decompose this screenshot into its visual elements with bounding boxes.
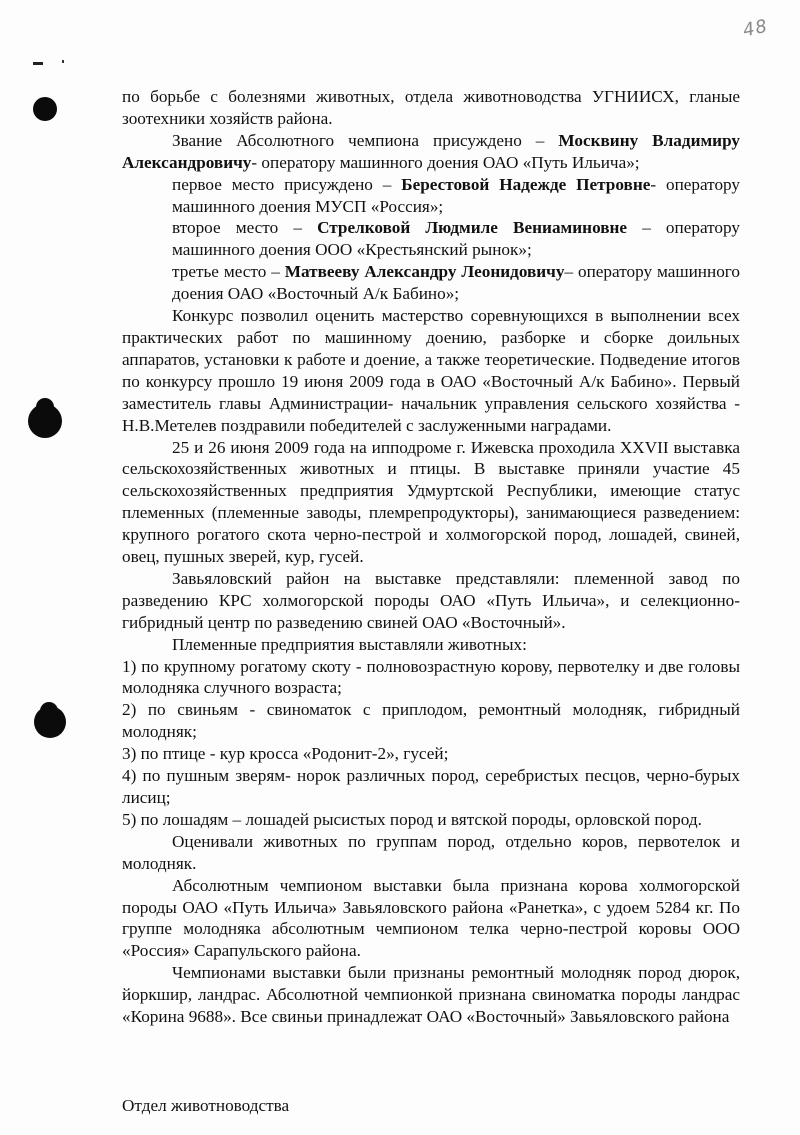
winner-name: Матвееву Александру Леонидовичу <box>284 262 565 282</box>
list-item: 1) по крупному рогатому скоту - полновозрастную корову, первотелку и две головы молодняка случного возраста; <box>122 656 740 698</box>
paragraph-exhibition: 25 и 26 июня 2009 года на ипподроме г. Ижевска проходила XXVII выставка сельскохозяйственных животных и птицы. В выставке приняли участие 45 сельскохозяйственных предприятия Удмуртской Республики, имеющие статус племенных (племенные заводы, племрепродукторы), занимающиеся разведением: крупного рогатого скота черно-пестрой и холмогорской пород, лошадей, свиней, овец, пушных зверей, кур, гусей. <box>122 437 740 567</box>
scan-mark <box>33 62 43 65</box>
winner-name: Берестовой Надежде Петровне <box>401 174 651 194</box>
paragraph-first-place <box>122 174 740 218</box>
text-span: - оператору машинного доения ОАО «Путь Ильича»; <box>251 152 640 172</box>
punch-hole <box>40 702 58 720</box>
paragraph-intro: по борьбе с болезнями животных, отдела животноводства УГНИИСХ, гланые зоотехники хозяйств района. <box>122 87 740 128</box>
text-span: второе место – <box>172 218 318 238</box>
paragraph-absolute-champion <box>122 130 740 174</box>
list-item: 3) по птице - кур кросса «Родонит-2», гусей; <box>122 744 449 764</box>
document-body <box>122 86 740 1028</box>
paragraph-absolute-champion-exhibition: Абсолютным чемпионом выставки была признана корова холмогорской породы ОАО «Путь Ильича» Завьяловского района «Ранетка», с удоем 5284 кг. По группе молодняка абсолютным чемпионом телка черно-пестрой коровы ООО «Россия» Сарапульского района. <box>122 875 740 961</box>
paragraph-second-place <box>122 217 740 261</box>
list-item: 5) по лошадям – лошадей рысистых пород и вятской породы, орловской пород. <box>122 809 702 829</box>
paragraph-champions: Чемпионами выставки были признаны ремонтный молодняк пород дюрок, йоркшир, ландрас. Абсолютной чемпионкой признана свиноматка породы ландрас «Корина 9688». Все свиньи принадлежат ОАО «Восточный» Завьяловского района <box>122 963 740 1027</box>
signature-department: Отдел животноводства <box>122 1096 290 1115</box>
text-span: Звание Абсолютного чемпиона присуждено – <box>172 130 559 150</box>
paragraph-contest: Конкурс позволил оценить мастерство соревнующихся в выполнении всех практических работ по машинному доению, разборке и сборке доильных аппаратов, установки к работе и доение, а также теоретические. Подведение итогов по конкурсу прошло 19 июня 2009 года в ОАО «Восточный А/к Бабино». Первый заместитель главы Администрации- начальник управления сельского хозяйства - Н.В.Метелев поздравили победителей с заслуженными наградами. <box>122 306 740 435</box>
winner-name: Стрелковой Людмиле Вениаминовне <box>317 218 628 238</box>
paragraph-evaluated: Оценивали животных по группам пород, отдельно коров, первотелок и молодняк. <box>122 831 740 873</box>
text-span: – оператору машинного доения ООО «Крестьянский рынок»; <box>172 218 740 260</box>
winner-name: Москвину Владимиру Александровичу <box>122 130 741 172</box>
list-item: 2) по свиньям - свиноматок с приплодом, ремонтный молодняк, гибридный молодняк; <box>122 700 740 742</box>
paragraph-district: Завьяловский район на выставке представляли: племенной завод по разведению КРС холмогорской породы ОАО «Путь Ильича», и селекционно-гибридный центр по разведению свиней ОАО «Восточный». <box>122 568 740 632</box>
paragraph-third-place <box>122 261 740 305</box>
text-span: - оператору машинного доения МУСП «Россия»; <box>172 174 741 216</box>
text-span: первое место присуждено – <box>172 174 402 194</box>
list-item: 4) по пушным зверям- норок различных пород, серебристых песцов, черно-бурых лисиц; <box>122 766 740 807</box>
paragraph-list-intro: Племенные предприятия выставляли животных: <box>172 634 527 654</box>
punch-hole <box>36 398 54 416</box>
text-span: – оператору машинного доения ОАО «Восточный А/к Бабино»; <box>172 262 740 304</box>
handwritten-page-number: 48 <box>741 15 770 42</box>
punch-hole <box>33 97 57 121</box>
text-span: третье место – <box>172 262 285 282</box>
scan-mark <box>62 60 64 63</box>
